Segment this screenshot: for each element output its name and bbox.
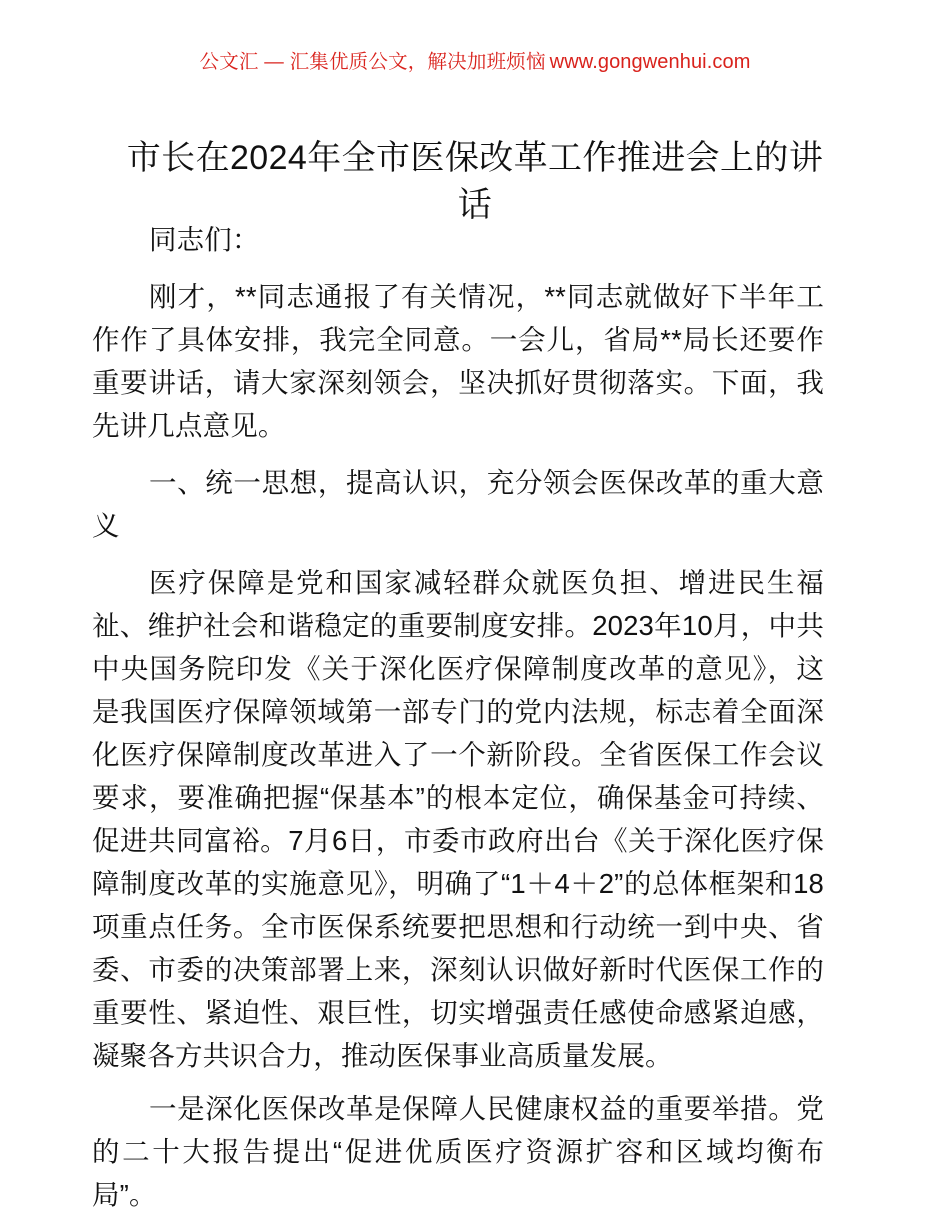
site-brand-text: 公文汇 — 汇集优质公文，解决加班烦恼	[199, 51, 546, 73]
site-url-text: www.gongwenhui.com	[549, 51, 751, 73]
document-title: 市长在2024年全市医保改革工作推进会上的讲话	[126, 138, 824, 224]
paragraph-salutation: 同志们：	[149, 224, 260, 255]
site-watermark-header	[0, 52, 950, 73]
document-body	[92, 218, 824, 1228]
paragraph-opening: 刚才，**同志通报了有关情况，**同志就做好下半年工作作了具体安排，我完全同意。一会儿，省局**局长还要作重要讲话，请大家深刻领会，坚决抓好贯彻落实。下面，我先讲几点意见。	[92, 281, 824, 441]
section-heading-one: 一、统一思想，提高认识，充分领会医保改革的重大意义	[92, 467, 824, 541]
paragraph-section-one-body: 医疗保障是党和国家减轻群众就医负担、增进民生福祉、维护社会和谐稳定的重要制度安排。2023年10月，中共中央国务院印发《关于深化医疗保障制度改革的意见》，这是我国医疗保障领域第一部专门的党内法规，标志着全面深化医疗保障制度改革进入了一个新阶段。全省医保工作会议要求，要准确把握“保基本”的根本定位，确保基金可持续、促进共同富裕。7月6日，市委市政府出台《关于深化医疗保障制度改革的实施意见》，明确了“1＋4＋2”的总体框架和18项重点任务。全市医保系统要把思想和行动统一到中央、省委、市委的决策部署上来，深刻认识做好新时代医保工作的重要性、紧迫性、艰巨性，切实增强责任感使命感紧迫感，凝聚各方共识合力，推动医保事业高质量发展。	[92, 567, 824, 1071]
paragraph-point-one: 一是深化医保改革是保障人民健康权益的重要举措。党的二十大报告提出“促进优质医疗资源扩容和区域均衡布局”。	[92, 1093, 824, 1210]
